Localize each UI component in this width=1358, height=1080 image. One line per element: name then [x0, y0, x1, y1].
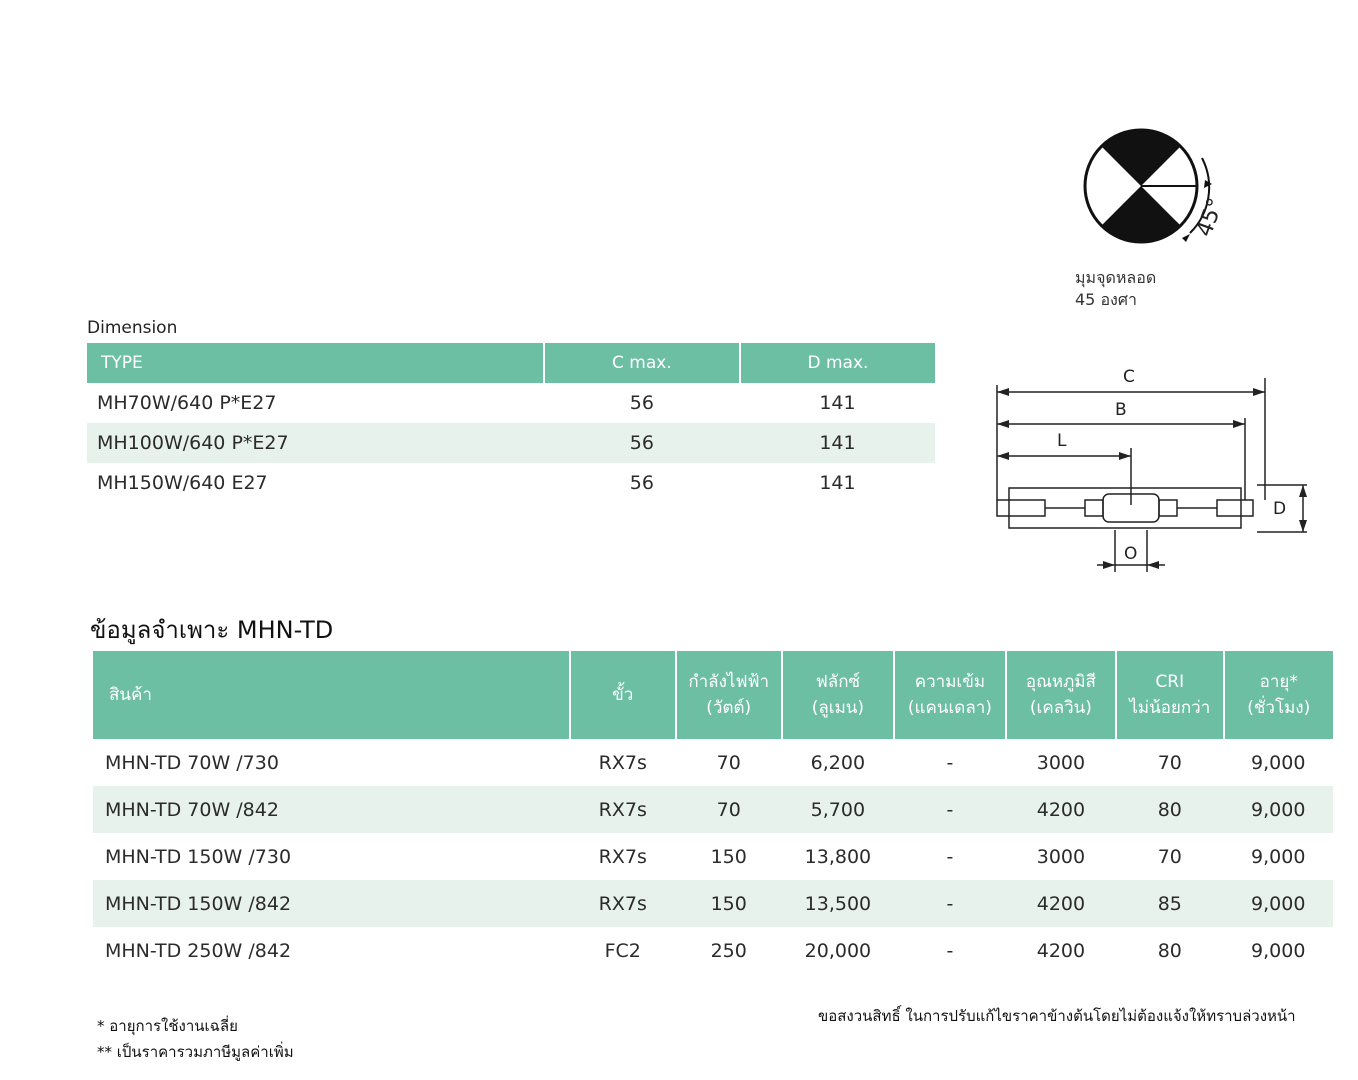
cri-cell: 70 — [1157, 845, 1182, 868]
header-flux-unit: (ลูเมน) — [811, 698, 865, 718]
dimension-title: Dimension — [87, 318, 178, 338]
table-row — [93, 880, 1333, 927]
dimension-o-label: O — [1124, 544, 1138, 564]
flux-cell: 20,000 — [804, 939, 872, 962]
cri-cell: 80 — [1116, 786, 1223, 833]
cri-cell: 85 — [1116, 880, 1223, 927]
header-life-unit: (ชั่วโมง) — [1247, 698, 1311, 718]
dimension-b-label: B — [1115, 400, 1127, 420]
header-product — [93, 651, 570, 739]
header-intensity-unit: (แคนเดลา) — [907, 698, 992, 718]
cri-cell: 70 — [1157, 751, 1182, 774]
table-row — [87, 383, 935, 423]
base-cell: FC2 — [604, 939, 641, 962]
dimension-table — [87, 343, 935, 503]
base-cell: RX7s — [598, 845, 647, 868]
product-cell: MHN-TD 250W /842 — [105, 939, 292, 962]
header-intensity-label: ความเข้ม — [914, 672, 986, 692]
lamp-dimension-diagram — [985, 360, 1315, 580]
header-product-label: สินค้า — [109, 685, 152, 705]
table-row — [87, 463, 935, 503]
header-intensity — [894, 651, 1006, 739]
product-cell: MHN-TD 70W /842 — [93, 786, 570, 833]
power-cell: 150 — [710, 845, 747, 868]
angle-caption-line1: มุมจุดหลอด — [1075, 268, 1157, 287]
type-cell: MH70W/640 P*E27 — [97, 392, 277, 414]
dimension-header-row — [87, 343, 935, 383]
life-cell: 9,000 — [1251, 845, 1306, 868]
power-cell: 250 — [710, 939, 747, 962]
power-cell: 70 — [676, 786, 782, 833]
table-row — [93, 739, 1333, 786]
d-max-cell: 141 — [819, 392, 856, 414]
header-cri-unit: ไม่น้อยกว่า — [1129, 698, 1211, 718]
header-type: TYPE — [87, 343, 544, 383]
footnote-life: * อายุการใช้งานเฉลี่ย — [97, 1017, 238, 1035]
intensity-cell: - — [894, 880, 1006, 927]
base-cell: RX7s — [570, 786, 676, 833]
header-color-temp-unit: (เคลวิน) — [1029, 698, 1092, 718]
life-cell: 9,000 — [1251, 939, 1306, 962]
header-life — [1224, 651, 1334, 739]
base-cell: RX7s — [598, 751, 647, 774]
intensity-cell: - — [894, 786, 1006, 833]
header-life-label: อายุ* — [1259, 672, 1298, 692]
color-temp-cell: 4200 — [1006, 786, 1116, 833]
header-color-temp-label: อุณหภูมิสี — [1025, 672, 1096, 692]
header-base-label: ขั้ว — [612, 685, 634, 705]
flux-cell: 5,700 — [782, 786, 894, 833]
life-cell: 9,000 — [1251, 751, 1306, 774]
spec-header-row — [93, 651, 1333, 739]
color-temp-cell: 3000 — [1036, 751, 1086, 774]
power-cell: 150 — [676, 880, 782, 927]
cri-cell: 80 — [1157, 939, 1182, 962]
dimension-d-label: D — [1273, 499, 1287, 519]
d-max-cell: 141 — [740, 423, 935, 463]
product-cell: MHN-TD 150W /730 — [105, 845, 292, 868]
header-power-unit: (วัตต์) — [706, 698, 752, 718]
header-cri-label: CRI — [1155, 672, 1185, 692]
color-temp-cell: 4200 — [1036, 939, 1086, 962]
header-power-label: กำลังไฟฟ้า — [688, 672, 770, 692]
intensity-cell: - — [946, 845, 954, 868]
dimension-l-label: L — [1057, 431, 1067, 451]
life-cell: 9,000 — [1224, 786, 1334, 833]
header-cri — [1116, 651, 1223, 739]
burning-angle-icon — [1070, 118, 1240, 258]
power-cell: 70 — [716, 751, 741, 774]
type-cell: MH150W/640 E27 — [97, 472, 268, 494]
header-d-max: D max. — [740, 343, 935, 383]
product-cell: MHN-TD 150W /842 — [93, 880, 570, 927]
color-temp-cell: 3000 — [1036, 845, 1086, 868]
footnote-vat: ** เป็นราคารวมภาษีมูลค่าเพิ่ม — [97, 1043, 294, 1061]
table-row — [93, 833, 1333, 880]
header-base — [570, 651, 676, 739]
d-max-cell: 141 — [819, 472, 856, 494]
type-cell: MH100W/640 P*E27 — [87, 423, 544, 463]
header-power — [676, 651, 782, 739]
table-row — [87, 423, 935, 463]
flux-cell: 13,500 — [782, 880, 894, 927]
flux-cell: 6,200 — [810, 751, 866, 774]
c-max-cell: 56 — [629, 392, 654, 414]
rights-notice: ขอสงวนสิทธิ์ ในการปรับแก้ไขราคาข้างต้นโดยไม่ต้องแจ้งให้ทราบล่วงหน้า — [818, 1007, 1296, 1025]
angle-caption — [1075, 267, 1156, 311]
angle-degrees-label: 45° — [1192, 194, 1229, 241]
c-max-cell: 56 — [544, 423, 740, 463]
header-flux-label: ฟลักซ์ — [815, 672, 861, 692]
header-color-temp — [1006, 651, 1116, 739]
angle-caption-line2: 45 องศา — [1075, 290, 1138, 309]
header-flux — [782, 651, 894, 739]
base-cell: RX7s — [570, 880, 676, 927]
color-temp-cell: 4200 — [1006, 880, 1116, 927]
flux-cell: 13,800 — [804, 845, 872, 868]
intensity-cell: - — [946, 939, 954, 962]
intensity-cell: - — [946, 751, 954, 774]
life-cell: 9,000 — [1224, 880, 1334, 927]
spec-title: ข้อมูลจำเพาะ MHN-TD — [90, 616, 334, 644]
table-row — [93, 927, 1333, 974]
spec-table — [93, 651, 1333, 974]
table-row — [93, 786, 1333, 833]
header-c-max: C max. — [544, 343, 740, 383]
c-max-cell: 56 — [629, 472, 654, 494]
dimension-c-label: C — [1123, 367, 1135, 387]
product-cell: MHN-TD 70W /730 — [105, 751, 279, 774]
